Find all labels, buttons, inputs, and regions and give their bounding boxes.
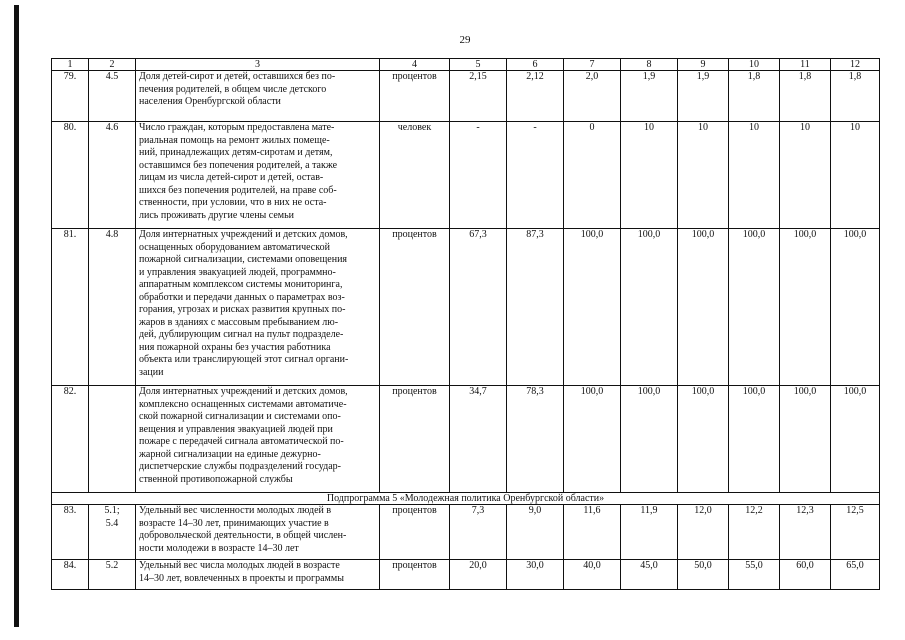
indicator-description: Число граждан, которым предоставлена мате- риальная помощь на ремонт жилых помеще- ний, принадлежащих детям-сиротам и детям, оставшимся без попечения родителей, а также лицам из числа детей-сирот и детей, остав- шихся без попечения родителей, на праве соб- ственности, при условии, что в них не оста- лись проживать другие члены семьи: [136, 122, 380, 229]
subprogram-title: Подпрограмма 5 «Молодежная политика Оренбургской области»: [52, 493, 880, 505]
row-number: 83.: [52, 505, 89, 560]
value-cell: 100,0: [831, 229, 880, 386]
value-cell: 12,5: [831, 505, 880, 560]
subprogram-row: [52, 493, 880, 505]
unit-of-measure: процентов: [380, 560, 450, 590]
value-cell: 11,6: [564, 505, 621, 560]
table-row: [52, 122, 880, 229]
value-cell: 45,0: [621, 560, 678, 590]
value-cell: 100,0: [729, 229, 780, 386]
value-cell: 100,0: [678, 229, 729, 386]
table-body-group1: [52, 71, 880, 493]
unit-of-measure: процентов: [380, 505, 450, 560]
value-cell: 65,0: [831, 560, 880, 590]
table-row: [52, 560, 880, 590]
indicator-description: Доля интернатных учреждений и детских домов, комплексно оснащенных системами автоматиче- ской пожарной сигнализации и системами опо- вещения и управления эвакуацией людей при пожаре с передачей сигнала автоматической по- жарной сигнализации на единые дежурно- диспетчерские службы подразделений государ- ственной противопожарной службы: [136, 386, 380, 493]
column-header: 11: [780, 59, 831, 71]
indicator-code: 5.2: [89, 560, 136, 590]
value-cell: 10: [831, 122, 880, 229]
left-margin-rule: [14, 5, 19, 627]
value-cell: 50,0: [678, 560, 729, 590]
value-cell: 100,0: [780, 386, 831, 493]
value-cell: 100,0: [621, 229, 678, 386]
value-cell: 34,7: [450, 386, 507, 493]
table-row: [52, 229, 880, 386]
table-row: [52, 71, 880, 122]
value-cell: 1,8: [729, 71, 780, 122]
indicator-description: Доля детей-сирот и детей, оставшихся без по- печения родителей, в общем числе детского населения Оренбургской области: [136, 71, 380, 122]
value-cell: 87,3: [507, 229, 564, 386]
value-cell: 7,3: [450, 505, 507, 560]
value-cell: 20,0: [450, 560, 507, 590]
value-cell: 78,3: [507, 386, 564, 493]
column-header: 1: [52, 59, 89, 71]
value-cell: 100,0: [621, 386, 678, 493]
value-cell: 12,3: [780, 505, 831, 560]
value-cell: 55,0: [729, 560, 780, 590]
row-number: 82.: [52, 386, 89, 493]
table-body-group2: [52, 505, 880, 590]
row-number: 81.: [52, 229, 89, 386]
value-cell: 10: [729, 122, 780, 229]
indicator-code: 4.8: [89, 229, 136, 386]
table-row: [52, 505, 880, 560]
unit-of-measure: процентов: [380, 229, 450, 386]
row-number: 79.: [52, 71, 89, 122]
column-header: 2: [89, 59, 136, 71]
value-cell: 0: [564, 122, 621, 229]
value-cell: 10: [678, 122, 729, 229]
value-cell: 2,15: [450, 71, 507, 122]
column-header: 5: [450, 59, 507, 71]
value-cell: 9,0: [507, 505, 564, 560]
value-cell: -: [507, 122, 564, 229]
value-cell: -: [450, 122, 507, 229]
column-header: 9: [678, 59, 729, 71]
value-cell: 12,2: [729, 505, 780, 560]
indicator-description: Удельный вес числа молодых людей в возрасте 14–30 лет, вовлеченных в проекты и программы: [136, 560, 380, 590]
column-header: 6: [507, 59, 564, 71]
value-cell: 1,8: [831, 71, 880, 122]
value-cell: 1,8: [780, 71, 831, 122]
row-number: 80.: [52, 122, 89, 229]
value-cell: 60,0: [780, 560, 831, 590]
value-cell: 100,0: [678, 386, 729, 493]
value-cell: 2,12: [507, 71, 564, 122]
value-cell: 100,0: [564, 229, 621, 386]
value-cell: 30,0: [507, 560, 564, 590]
column-header: 7: [564, 59, 621, 71]
value-cell: 100,0: [780, 229, 831, 386]
value-cell: 1,9: [621, 71, 678, 122]
value-cell: 1,9: [678, 71, 729, 122]
column-header: 12: [831, 59, 880, 71]
column-header: 3: [136, 59, 380, 71]
column-header: 8: [621, 59, 678, 71]
column-header: 10: [729, 59, 780, 71]
indicator-code: 4.5: [89, 71, 136, 122]
unit-of-measure: процентов: [380, 386, 450, 493]
indicator-code: [89, 386, 136, 493]
value-cell: 40,0: [564, 560, 621, 590]
indicator-description: Доля интернатных учреждений и детских домов, оснащенных оборудованием автоматической пожарной сигнализации, системами оповещения и управления эвакуацией людей, программно- аппаратным комплексом системы мониторинга, обработки и передачи данных о параметрах воз- горания, угрозах и рисках развития крупных по- жаров в зданиях с массовым пребыванием лю- дей, дублирующим сигнал на пульт подразделе- ния пожарной охраны без участия работника объекта или транслирующей этот сигнал органи- зации: [136, 229, 380, 386]
indicator-table: [51, 58, 880, 590]
unit-of-measure: человек: [380, 122, 450, 229]
row-number: 84.: [52, 560, 89, 590]
table-row: [52, 386, 880, 493]
value-cell: 67,3: [450, 229, 507, 386]
column-header: 4: [380, 59, 450, 71]
value-cell: 100,0: [564, 386, 621, 493]
unit-of-measure: процентов: [380, 71, 450, 122]
value-cell: 100,0: [729, 386, 780, 493]
header-row: [52, 59, 880, 71]
page-number: 29: [459, 34, 471, 46]
value-cell: 10: [780, 122, 831, 229]
value-cell: 100,0: [831, 386, 880, 493]
value-cell: 10: [621, 122, 678, 229]
indicator-code: 4.6: [89, 122, 136, 229]
value-cell: 11,9: [621, 505, 678, 560]
value-cell: 12,0: [678, 505, 729, 560]
indicator-code: 5.1; 5.4: [89, 505, 136, 560]
indicator-description: Удельный вес численности молодых людей в возрасте 14–30 лет, принимающих участие в добровольческой деятельности, в общей числен- ности молодежи в возрасте 14–30 лет: [136, 505, 380, 560]
value-cell: 2,0: [564, 71, 621, 122]
